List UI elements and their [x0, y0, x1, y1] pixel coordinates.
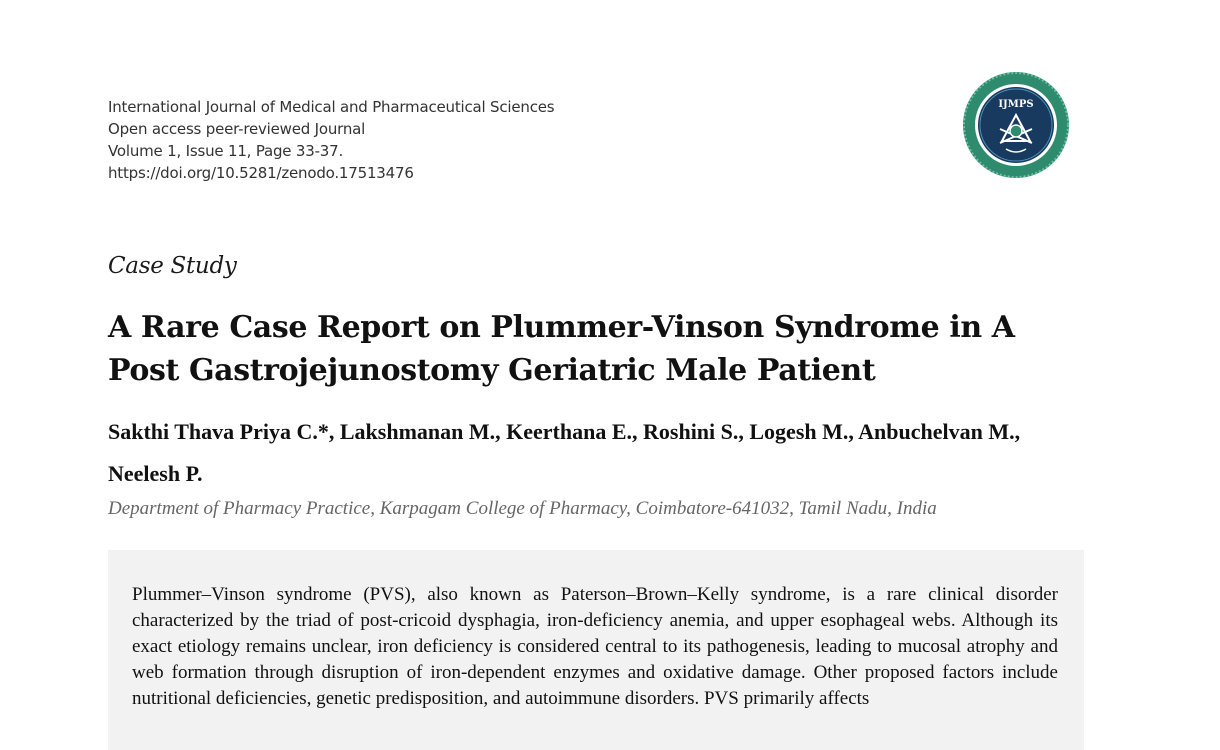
article-type: Case Study [108, 253, 237, 279]
abstract-box [108, 550, 1084, 750]
journal-logo-icon [962, 71, 1070, 179]
abstract-text: Plummer–Vinson syndrome (PVS), also known as Paterson–Brown–Kelly syndrome, is a rare clinical disorder characterized by the triad of post-cricoid dysphagia, iron-deficiency anemia, and upper esophageal webs. Although its exact etiology remains unclear, iron deficiency is considered central to its pathogenesis, leading to mucosal atrophy and web formation through disruption of iron-dependent enzymes and oxidative damage. Other proposed factors include nutritional deficiencies, genetic predisposition, and autoimmune disorders. PVS primarily affects [132, 584, 1058, 709]
logo-text: IJMPS [998, 99, 1034, 110]
journal-info [108, 96, 554, 184]
journal-volume: Volume 1, Issue 11, Page 33-37. [108, 142, 344, 160]
journal-access: Open access peer-reviewed Journal [108, 120, 366, 138]
article-title: A Rare Case Report on Plummer-Vinson Syndrome in A Post Gastrojejunostomy Geriatric Male Patient [108, 310, 1015, 388]
article-authors: Sakthi Thava Priya C.*, Lakshmanan M., Keerthana E., Roshini S., Logesh M., Anbuchelvan M., Neelesh P. [108, 419, 1021, 486]
journal-doi: https://doi.org/10.5281/zenodo.17513476 [108, 164, 414, 182]
journal-name: International Journal of Medical and Pharmaceutical Sciences [108, 98, 555, 116]
article-affiliation: Department of Pharmacy Practice, Karpagam College of Pharmacy, Coimbatore-641032, Tamil Nadu, India [108, 498, 937, 519]
